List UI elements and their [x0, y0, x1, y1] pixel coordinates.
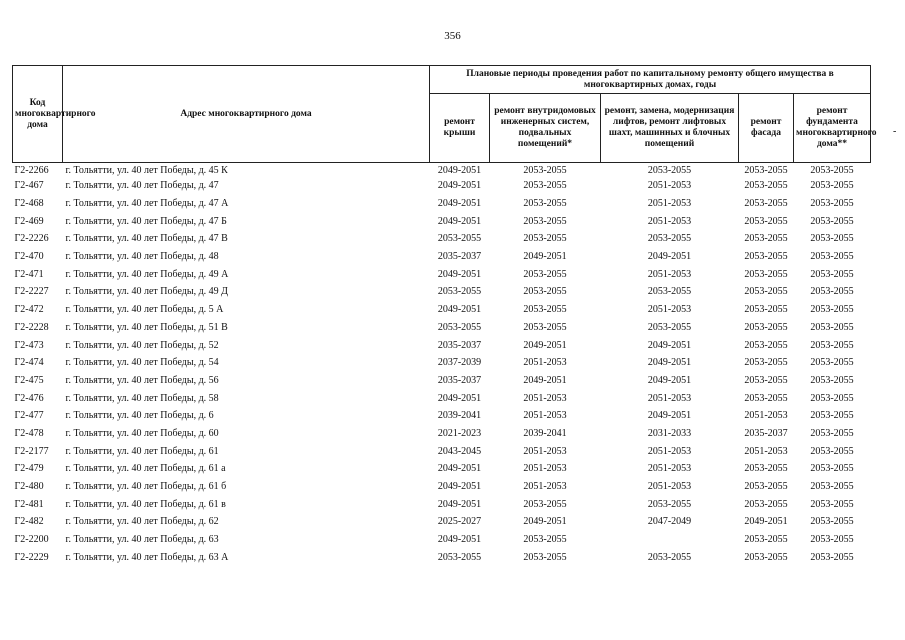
- cell-facade: 2053-2055: [744, 215, 788, 227]
- cell-code: Г2-2177: [14, 445, 49, 457]
- cell-engineering: 2053-2055: [523, 180, 567, 192]
- cell-roof: 2053-2055: [437, 321, 482, 333]
- cell-foundation: 2053-2055: [810, 392, 854, 404]
- cell-elevators: 2053-2055: [647, 233, 692, 245]
- cell-address: г. Тольятти, ул. 40 лет Победы, д. 56: [65, 374, 219, 386]
- cell-elevators: 2051-2053: [647, 180, 692, 192]
- cell-foundation: 2053-2055: [810, 498, 854, 510]
- cell-address: г. Тольятти, ул. 40 лет Победы, д. 6: [65, 410, 214, 422]
- cell-code: Г2-2266: [14, 164, 49, 176]
- cell-address: г. Тольятти, ул. 40 лет Победы, д. 49 А: [65, 268, 229, 280]
- cell-foundation: 2053-2055: [810, 463, 854, 475]
- cell-foundation: 2053-2055: [810, 516, 854, 528]
- cell-elevators: 2053-2055: [647, 286, 692, 298]
- cell-facade: 2053-2055: [744, 180, 788, 192]
- cell-roof: 2039-2041: [437, 410, 482, 422]
- cell-roof: 2049-2051: [437, 215, 482, 227]
- cell-elevators: 2031-2033: [647, 427, 692, 439]
- cell-elevators: 2053-2055: [647, 498, 692, 510]
- table-row: [13, 495, 871, 513]
- cell-address: г. Тольятти, ул. 40 лет Победы, д. 49 Д: [65, 286, 228, 298]
- table-row: [13, 195, 871, 213]
- cell-engineering: 2049-2051: [523, 516, 567, 528]
- cell-roof: 2043-2045: [437, 445, 482, 457]
- cell-foundation: 2053-2055: [810, 534, 854, 546]
- cell-foundation: 2053-2055: [810, 374, 854, 386]
- cell-facade: 2053-2055: [744, 164, 788, 176]
- cell-foundation: 2053-2055: [810, 357, 854, 369]
- cell-code: Г2-473: [14, 339, 44, 351]
- table-row: [13, 531, 871, 549]
- cell-code: Г2-469: [14, 215, 44, 227]
- cell-foundation: 2053-2055: [810, 233, 854, 245]
- cell-facade: 2053-2055: [744, 551, 788, 563]
- cell-elevators: [601, 531, 739, 549]
- cell-roof: 2037-2039: [437, 357, 482, 369]
- cell-facade: 2053-2055: [744, 286, 788, 298]
- cell-elevators: 2053-2055: [647, 321, 692, 333]
- table-row: [13, 283, 871, 301]
- cell-address: г. Тольятти, ул. 40 лет Победы, д. 54: [65, 357, 219, 369]
- table-row: [13, 212, 871, 230]
- cell-foundation: 2053-2055: [810, 180, 854, 192]
- cell-engineering: 2053-2055: [523, 286, 567, 298]
- header-periods-group: Плановые периоды проведения работ по капитальному ремонту общего имущества в многоквартирных домах, годы: [430, 66, 871, 94]
- cell-address: г. Тольятти, ул. 40 лет Победы, д. 60: [65, 427, 219, 439]
- cell-elevators: 2053-2055: [647, 164, 692, 176]
- table-header: [13, 66, 877, 163]
- cell-engineering: 2049-2051: [523, 374, 567, 386]
- cell-address: г. Тольятти, ул. 40 лет Победы, д. 61 в: [65, 498, 226, 510]
- cell-roof: 2049-2051: [437, 180, 482, 192]
- cell-facade: 2053-2055: [744, 534, 788, 546]
- table-row: [13, 407, 871, 425]
- cell-engineering: 2051-2053: [523, 445, 567, 457]
- table-row: [13, 336, 871, 354]
- cell-elevators: 2051-2053: [647, 198, 692, 210]
- cell-foundation: 2053-2055: [810, 481, 854, 493]
- cell-code: Г2-479: [14, 463, 44, 475]
- cell-address: г. Тольятти, ул. 40 лет Победы, д. 47: [65, 180, 219, 192]
- cell-code: Г2-470: [14, 251, 44, 263]
- table-row: [13, 230, 871, 248]
- cell-address: г. Тольятти, ул. 40 лет Победы, д. 61 а: [65, 463, 226, 475]
- cell-roof: 2049-2051: [437, 268, 482, 280]
- cell-roof: 2049-2051: [437, 198, 482, 210]
- cell-address: г. Тольятти, ул. 40 лет Победы, д. 61: [65, 445, 219, 457]
- cell-elevators: 2049-2051: [647, 374, 692, 386]
- cell-address: г. Тольятти, ул. 40 лет Победы, д. 47 А: [65, 198, 229, 210]
- cell-roof: 2021-2023: [437, 427, 482, 439]
- cell-roof: 2049-2051: [437, 463, 482, 475]
- cell-facade: 2053-2055: [744, 233, 788, 245]
- cell-elevators: 2053-2055: [647, 551, 692, 563]
- cell-foundation: 2053-2055: [810, 215, 854, 227]
- cell-foundation: 2053-2055: [810, 339, 854, 351]
- cell-elevators: 2051-2053: [647, 215, 692, 227]
- cell-elevators: 2051-2053: [647, 463, 692, 475]
- cell-roof: 2035-2037: [437, 374, 482, 386]
- cell-address: г. Тольятти, ул. 40 лет Победы, д. 58: [65, 392, 219, 404]
- cell-facade: 2049-2051: [744, 516, 788, 528]
- cell-elevators: 2049-2051: [647, 339, 692, 351]
- cell-facade: 2053-2055: [744, 392, 788, 404]
- cell-address: г. Тольятти, ул. 40 лет Победы, д. 47 В: [65, 233, 228, 245]
- cell-address: г. Тольятти, ул. 40 лет Победы, д. 5 А: [65, 304, 224, 316]
- header-roof: ремонт крыши: [430, 94, 490, 163]
- cell-code: Г2-467: [14, 180, 44, 192]
- cell-foundation: 2053-2055: [810, 427, 854, 439]
- page-number: 356: [444, 30, 461, 42]
- cell-address: г. Тольятти, ул. 40 лет Победы, д. 48: [65, 251, 219, 263]
- table-row: [13, 177, 871, 195]
- header-address: Адрес многоквартирного дома: [63, 66, 430, 163]
- cell-roof: 2049-2051: [437, 304, 482, 316]
- cell-elevators: 2049-2051: [647, 357, 692, 369]
- cell-engineering: 2039-2041: [523, 427, 567, 439]
- cell-roof: 2049-2051: [437, 498, 482, 510]
- cell-address: г. Тольятти, ул. 40 лет Победы, д. 62: [65, 516, 219, 528]
- cell-roof: 2035-2037: [437, 251, 482, 263]
- cell-engineering: 2051-2053: [523, 392, 567, 404]
- repair-schedule-table: [12, 65, 877, 566]
- cell-code: Г2-481: [14, 498, 44, 510]
- cell-elevators: 2047-2049: [647, 516, 692, 528]
- cell-engineering: 2051-2053: [523, 357, 567, 369]
- cell-foundation: 2053-2055: [810, 321, 854, 333]
- table-body: [13, 163, 871, 567]
- cell-code: Г2-2200: [14, 534, 49, 546]
- cell-engineering: 2053-2055: [523, 164, 567, 176]
- cell-code: Г2-478: [14, 427, 44, 439]
- cell-elevators: 2051-2053: [647, 392, 692, 404]
- cell-foundation: 2053-2055: [810, 164, 854, 176]
- cell-engineering: 2049-2051: [523, 339, 567, 351]
- cell-foundation: 2053-2055: [810, 198, 854, 210]
- header-elevators: ремонт, замена, модернизация лифтов, ремонт лифтовых шахт, машинных и блочных помещений: [601, 94, 739, 163]
- table-row: [13, 265, 871, 283]
- cell-address: г. Тольятти, ул. 40 лет Победы, д. 47 Б: [65, 215, 227, 227]
- cell-facade: 2053-2055: [744, 268, 788, 280]
- cell-address: г. Тольятти, ул. 40 лет Победы, д. 61 б: [65, 481, 227, 493]
- header-engineering: ремонт внутридомовых инженерных систем, подвальных помещений*: [490, 94, 601, 163]
- cell-address: г. Тольятти, ул. 40 лет Победы, д. 51 В: [65, 321, 228, 333]
- cell-engineering: 2051-2053: [523, 481, 567, 493]
- table-row: [13, 163, 871, 178]
- cell-address: г. Тольятти, ул. 40 лет Победы, д. 45 К: [65, 164, 228, 176]
- cell-code: Г2-2227: [14, 286, 49, 298]
- table-row: [13, 478, 871, 496]
- cell-foundation: 2053-2055: [810, 268, 854, 280]
- cell-foundation: 2053-2055: [810, 286, 854, 298]
- cell-code: Г2-475: [14, 374, 44, 386]
- cell-engineering: 2053-2055: [523, 198, 567, 210]
- table-row: [13, 389, 871, 407]
- cell-facade: 2035-2037: [744, 427, 788, 439]
- cell-engineering: 2053-2055: [523, 215, 567, 227]
- cell-code: Г2-2229: [14, 551, 49, 563]
- cell-code: Г2-477: [14, 410, 44, 422]
- cell-address: г. Тольятти, ул. 40 лет Победы, д. 63: [65, 534, 219, 546]
- cell-code: Г2-468: [14, 198, 44, 210]
- cell-code: Г2-482: [14, 516, 44, 528]
- cell-facade: 2053-2055: [744, 481, 788, 493]
- cell-code: Г2-480: [14, 481, 44, 493]
- cell-engineering: 2053-2055: [523, 321, 567, 333]
- cell-code: Г2-474: [14, 357, 44, 369]
- cell-facade: 2053-2055: [744, 251, 788, 263]
- cell-facade: 2053-2055: [744, 463, 788, 475]
- cell-facade: 2053-2055: [744, 498, 788, 510]
- table-row: [13, 354, 871, 372]
- table-row: [13, 513, 871, 531]
- table-row: [13, 319, 871, 337]
- cell-foundation: 2053-2055: [810, 410, 854, 422]
- cell-facade: 2053-2055: [744, 339, 788, 351]
- cell-facade: 2051-2053: [744, 410, 788, 422]
- header-foundation: ремонт фундамента многоквартирного дома**: [794, 94, 871, 163]
- table-row: [13, 442, 871, 460]
- cell-foundation: 2053-2055: [810, 251, 854, 263]
- cell-elevators: 2049-2051: [647, 251, 692, 263]
- cell-engineering: 2053-2055: [523, 498, 567, 510]
- table-row: [13, 425, 871, 443]
- cell-code: Г2-2226: [14, 233, 49, 245]
- cell-engineering: 2053-2055: [523, 233, 567, 245]
- cell-elevators: 2049-2051: [647, 410, 692, 422]
- cell-engineering: 2053-2055: [523, 304, 567, 316]
- header-facade: ремонт фасада: [739, 94, 794, 163]
- cell-engineering: 2051-2053: [523, 463, 567, 475]
- cell-roof: 2049-2051: [437, 481, 482, 493]
- cell-code: Г2-476: [14, 392, 44, 404]
- cell-foundation: 2053-2055: [810, 304, 854, 316]
- table-row: [13, 248, 871, 266]
- cell-roof: 2053-2055: [437, 233, 482, 245]
- cell-roof: 2049-2051: [437, 534, 482, 546]
- cell-address: г. Тольятти, ул. 40 лет Победы, д. 52: [65, 339, 219, 351]
- cell-roof: 2025-2027: [437, 516, 482, 528]
- cell-roof: 2053-2055: [437, 551, 482, 563]
- cell-roof: 2049-2051: [437, 392, 482, 404]
- cell-facade: 2053-2055: [744, 357, 788, 369]
- cell-facade: 2053-2055: [744, 304, 788, 316]
- cell-engineering: 2053-2055: [523, 551, 567, 563]
- cell-facade: 2053-2055: [744, 198, 788, 210]
- cell-code: Г2-471: [14, 268, 44, 280]
- cell-roof: 2053-2055: [437, 286, 482, 298]
- cell-code: Г2-2228: [14, 321, 49, 333]
- table-row: [13, 548, 871, 566]
- cell-engineering: 2053-2055: [523, 534, 567, 546]
- cell-facade: 2053-2055: [744, 374, 788, 386]
- cell-elevators: 2051-2053: [647, 304, 692, 316]
- cell-roof: 2035-2037: [437, 339, 482, 351]
- table-row: [13, 460, 871, 478]
- table-row: [13, 372, 871, 390]
- header-code: Код многоквартирного дома: [13, 66, 63, 163]
- cell-engineering: 2049-2051: [523, 251, 567, 263]
- cell-elevators: 2051-2053: [647, 268, 692, 280]
- cell-elevators: 2051-2053: [647, 481, 692, 493]
- cell-engineering: 2051-2053: [523, 410, 567, 422]
- cell-roof: 2049-2051: [437, 164, 482, 176]
- cell-engineering: 2053-2055: [523, 268, 567, 280]
- cell-elevators: 2051-2053: [647, 445, 692, 457]
- cell-facade: 2051-2053: [744, 445, 788, 457]
- cell-facade: 2053-2055: [744, 321, 788, 333]
- cell-address: г. Тольятти, ул. 40 лет Победы, д. 63 А: [65, 551, 229, 563]
- table-row: [13, 301, 871, 319]
- cell-foundation: 2053-2055: [810, 551, 854, 563]
- edge-mark: -: [893, 126, 897, 137]
- cell-foundation: 2053-2055: [810, 445, 854, 457]
- cell-code: Г2-472: [14, 304, 44, 316]
